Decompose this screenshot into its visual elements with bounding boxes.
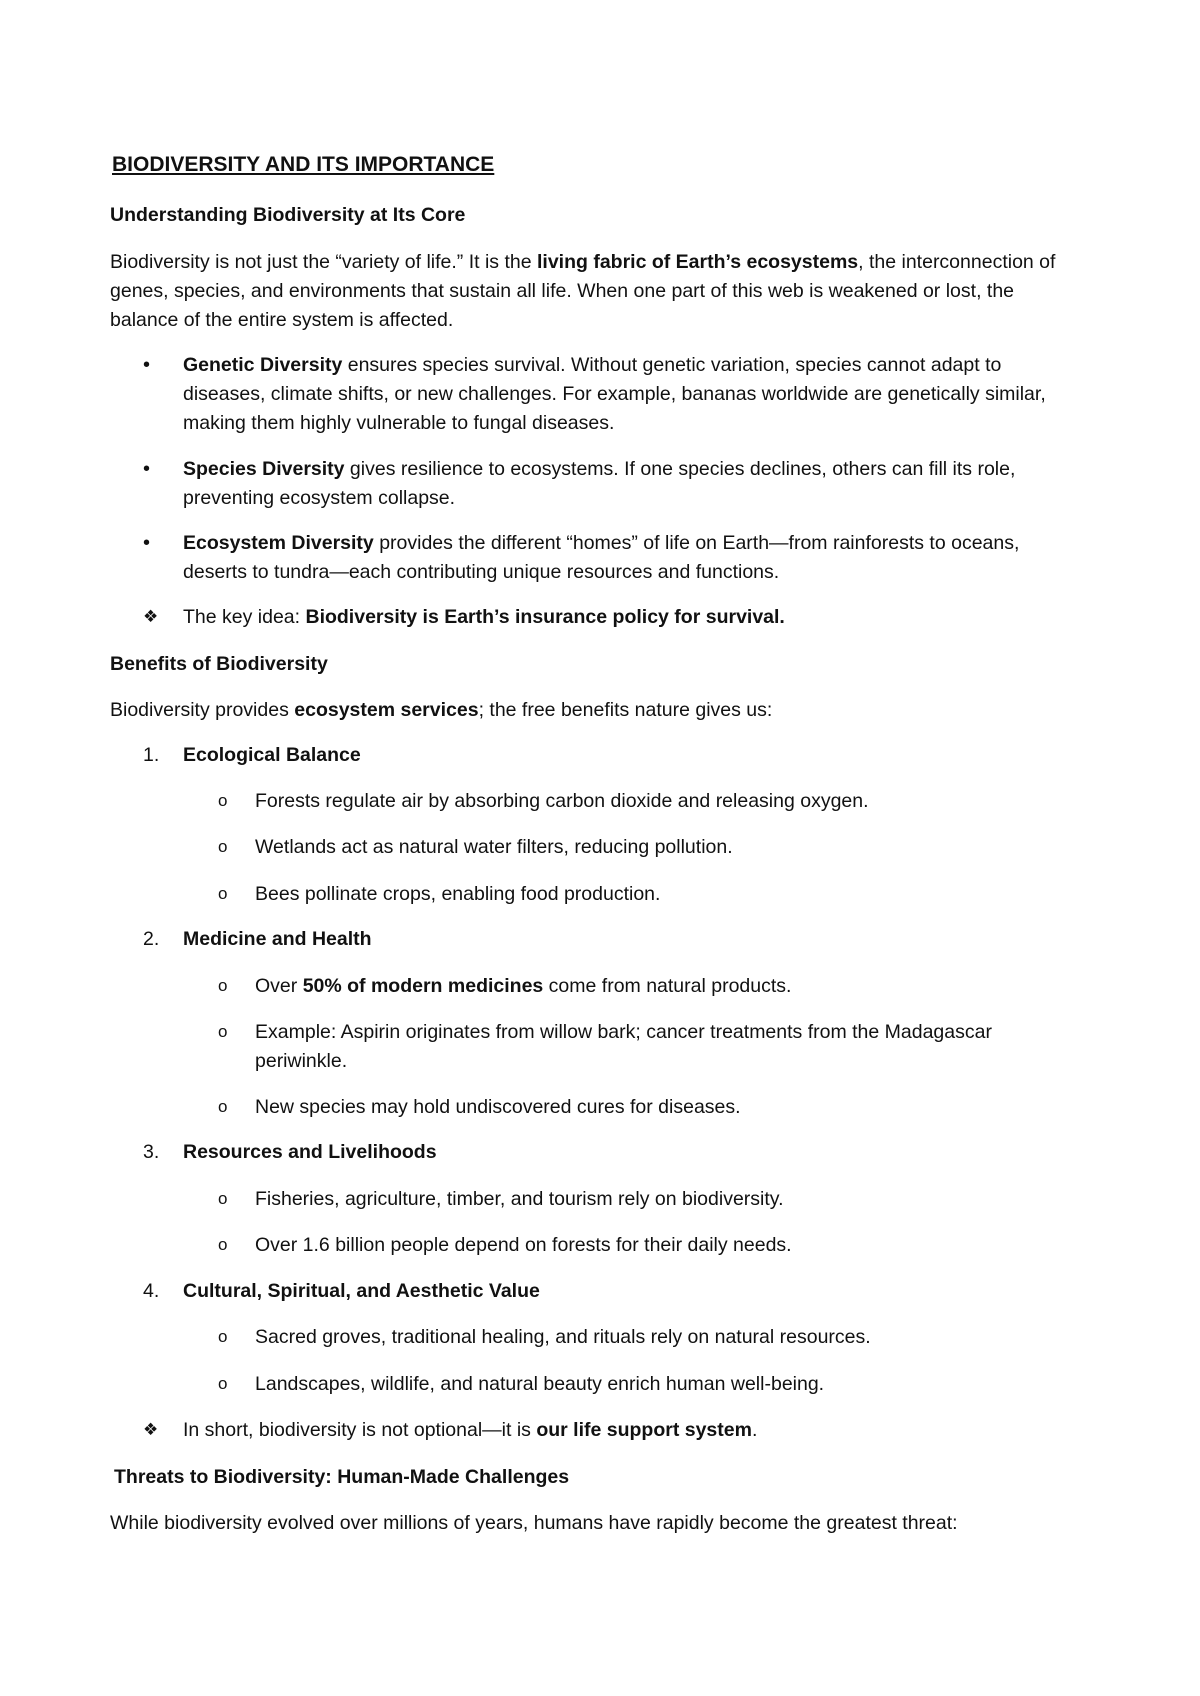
list-item: Example: Aspirin originates from willow bark; cancer treatments from the Madagascar <box>255 1021 992 1043</box>
list-number: 1. <box>143 744 160 766</box>
item-bold: 50% of modern medicines <box>302 975 544 997</box>
list-item-continuation: periwinkle. <box>255 1050 348 1072</box>
ecosystem-diversity-term: Ecosystem Diversity <box>183 532 374 554</box>
species-diversity-text: gives resilience to ecosystems. If one species declines, others can fill its role, <box>344 458 1016 480</box>
species-diversity-line2: preventing ecosystem collapse. <box>183 487 456 509</box>
item-cultural-value: Cultural, Spiritual, and Aesthetic Value <box>183 1280 540 1302</box>
list-item: Sacred groves, traditional healing, and rituals rely on natural resources. <box>255 1326 871 1348</box>
ecosystem-diversity-line1 <box>183 531 1019 555</box>
species-diversity-line1 <box>183 457 1015 481</box>
bullet-icon: • <box>143 354 151 376</box>
list-item: Forests regulate air by absorbing carbon dioxide and releasing oxygen. <box>255 790 869 812</box>
key-idea-line <box>183 605 785 629</box>
item-resources-livelihoods: Resources and Livelihoods <box>183 1141 437 1163</box>
in-short-line <box>183 1418 757 1442</box>
section2-intro <box>110 698 772 722</box>
intro-text: Biodiversity provides <box>110 699 295 721</box>
intro-text: ; the free benefits nature gives us: <box>478 699 773 721</box>
in-short-post: . <box>751 1419 758 1441</box>
ecosystem-diversity-line2: deserts to tundra—each contributing unique resources and functions. <box>183 561 780 583</box>
diamond-bullet-icon: ❖ <box>143 607 159 626</box>
list-item: New species may hold undiscovered cures for diseases. <box>255 1096 741 1118</box>
diamond-bullet-icon: ❖ <box>143 1420 159 1439</box>
list-item: Landscapes, wildlife, and natural beauty enrich human well-being. <box>255 1373 825 1395</box>
list-item: Bees pollinate crops, enabling food production. <box>255 883 661 905</box>
genetic-diversity-line1 <box>183 353 1001 377</box>
list-number: 3. <box>143 1141 160 1163</box>
sub-bullet-icon: o <box>218 976 228 995</box>
item-ecological-balance: Ecological Balance <box>183 744 361 766</box>
intro-bold: ecosystem services <box>294 699 479 721</box>
genetic-diversity-line3: making them highly vulnerable to fungal diseases. <box>183 412 615 434</box>
sub-bullet-icon: o <box>218 1235 228 1254</box>
list-item: Wetlands act as natural water filters, reducing pollution. <box>255 836 733 858</box>
sub-bullet-icon: o <box>218 1374 228 1393</box>
list-item: Over 1.6 billion people depend on forests for their daily needs. <box>255 1234 792 1256</box>
section-heading-understanding: Understanding Biodiversity at Its Core <box>110 204 466 226</box>
ecosystem-diversity-text: provides the different “homes” of life on Earth—from rainforests to oceans, <box>373 532 1020 554</box>
sub-bullet-icon: o <box>218 837 228 856</box>
sub-bullet-icon: o <box>218 1327 228 1346</box>
key-idea-prefix: The key idea: <box>183 606 306 628</box>
list-number: 2. <box>143 928 160 950</box>
section1-intro-line2: genes, species, and environments that sustain all life. When one part of this web is weakened or lost, the <box>110 280 1015 302</box>
item-medicine-health: Medicine and Health <box>183 928 372 950</box>
item-text: come from natural products. <box>543 975 792 997</box>
in-short-bold: our life support system <box>536 1419 752 1441</box>
sub-bullet-icon: o <box>218 791 228 810</box>
intro-bold: living fabric of Earth’s ecosystems <box>537 251 859 273</box>
key-idea-bold: Biodiversity is Earth’s insurance policy for survival. <box>305 606 785 628</box>
bullet-icon: • <box>143 458 151 480</box>
item-text: Over <box>255 975 303 997</box>
document-title: BIODIVERSITY AND ITS IMPORTANCE <box>112 153 495 176</box>
list-number: 4. <box>143 1280 160 1302</box>
sub-bullet-icon: o <box>218 884 228 903</box>
sub-bullet-icon: o <box>218 1189 228 1208</box>
list-item: Fisheries, agriculture, timber, and tourism rely on biodiversity. <box>255 1188 784 1210</box>
genetic-diversity-term: Genetic Diversity <box>183 354 343 376</box>
genetic-diversity-line2: diseases, climate shifts, or new challenges. For example, bananas worldwide are genetically similar, <box>183 383 1046 405</box>
section-heading-threats: Threats to Biodiversity: Human-Made Challenges <box>114 1466 570 1488</box>
section-heading-benefits: Benefits of Biodiversity <box>110 653 328 675</box>
section3-intro: While biodiversity evolved over millions of years, humans have rapidly become the greatest threat: <box>110 1512 958 1534</box>
species-diversity-term: Species Diversity <box>183 458 345 480</box>
intro-text: Biodiversity is not just the “variety of life.” It is the <box>110 251 537 273</box>
genetic-diversity-text: ensures species survival. Without genetic variation, species cannot adapt to <box>342 354 1002 376</box>
list-item <box>255 974 791 998</box>
section1-intro-line3: balance of the entire system is affected. <box>110 309 454 331</box>
bullet-icon: • <box>143 532 151 554</box>
in-short-prefix: In short, biodiversity is not optional—it is <box>183 1419 537 1441</box>
intro-text: , the interconnection of <box>858 251 1056 273</box>
sub-bullet-icon: o <box>218 1097 228 1116</box>
sub-bullet-icon: o <box>218 1022 228 1041</box>
section1-intro-line1 <box>110 250 1055 274</box>
